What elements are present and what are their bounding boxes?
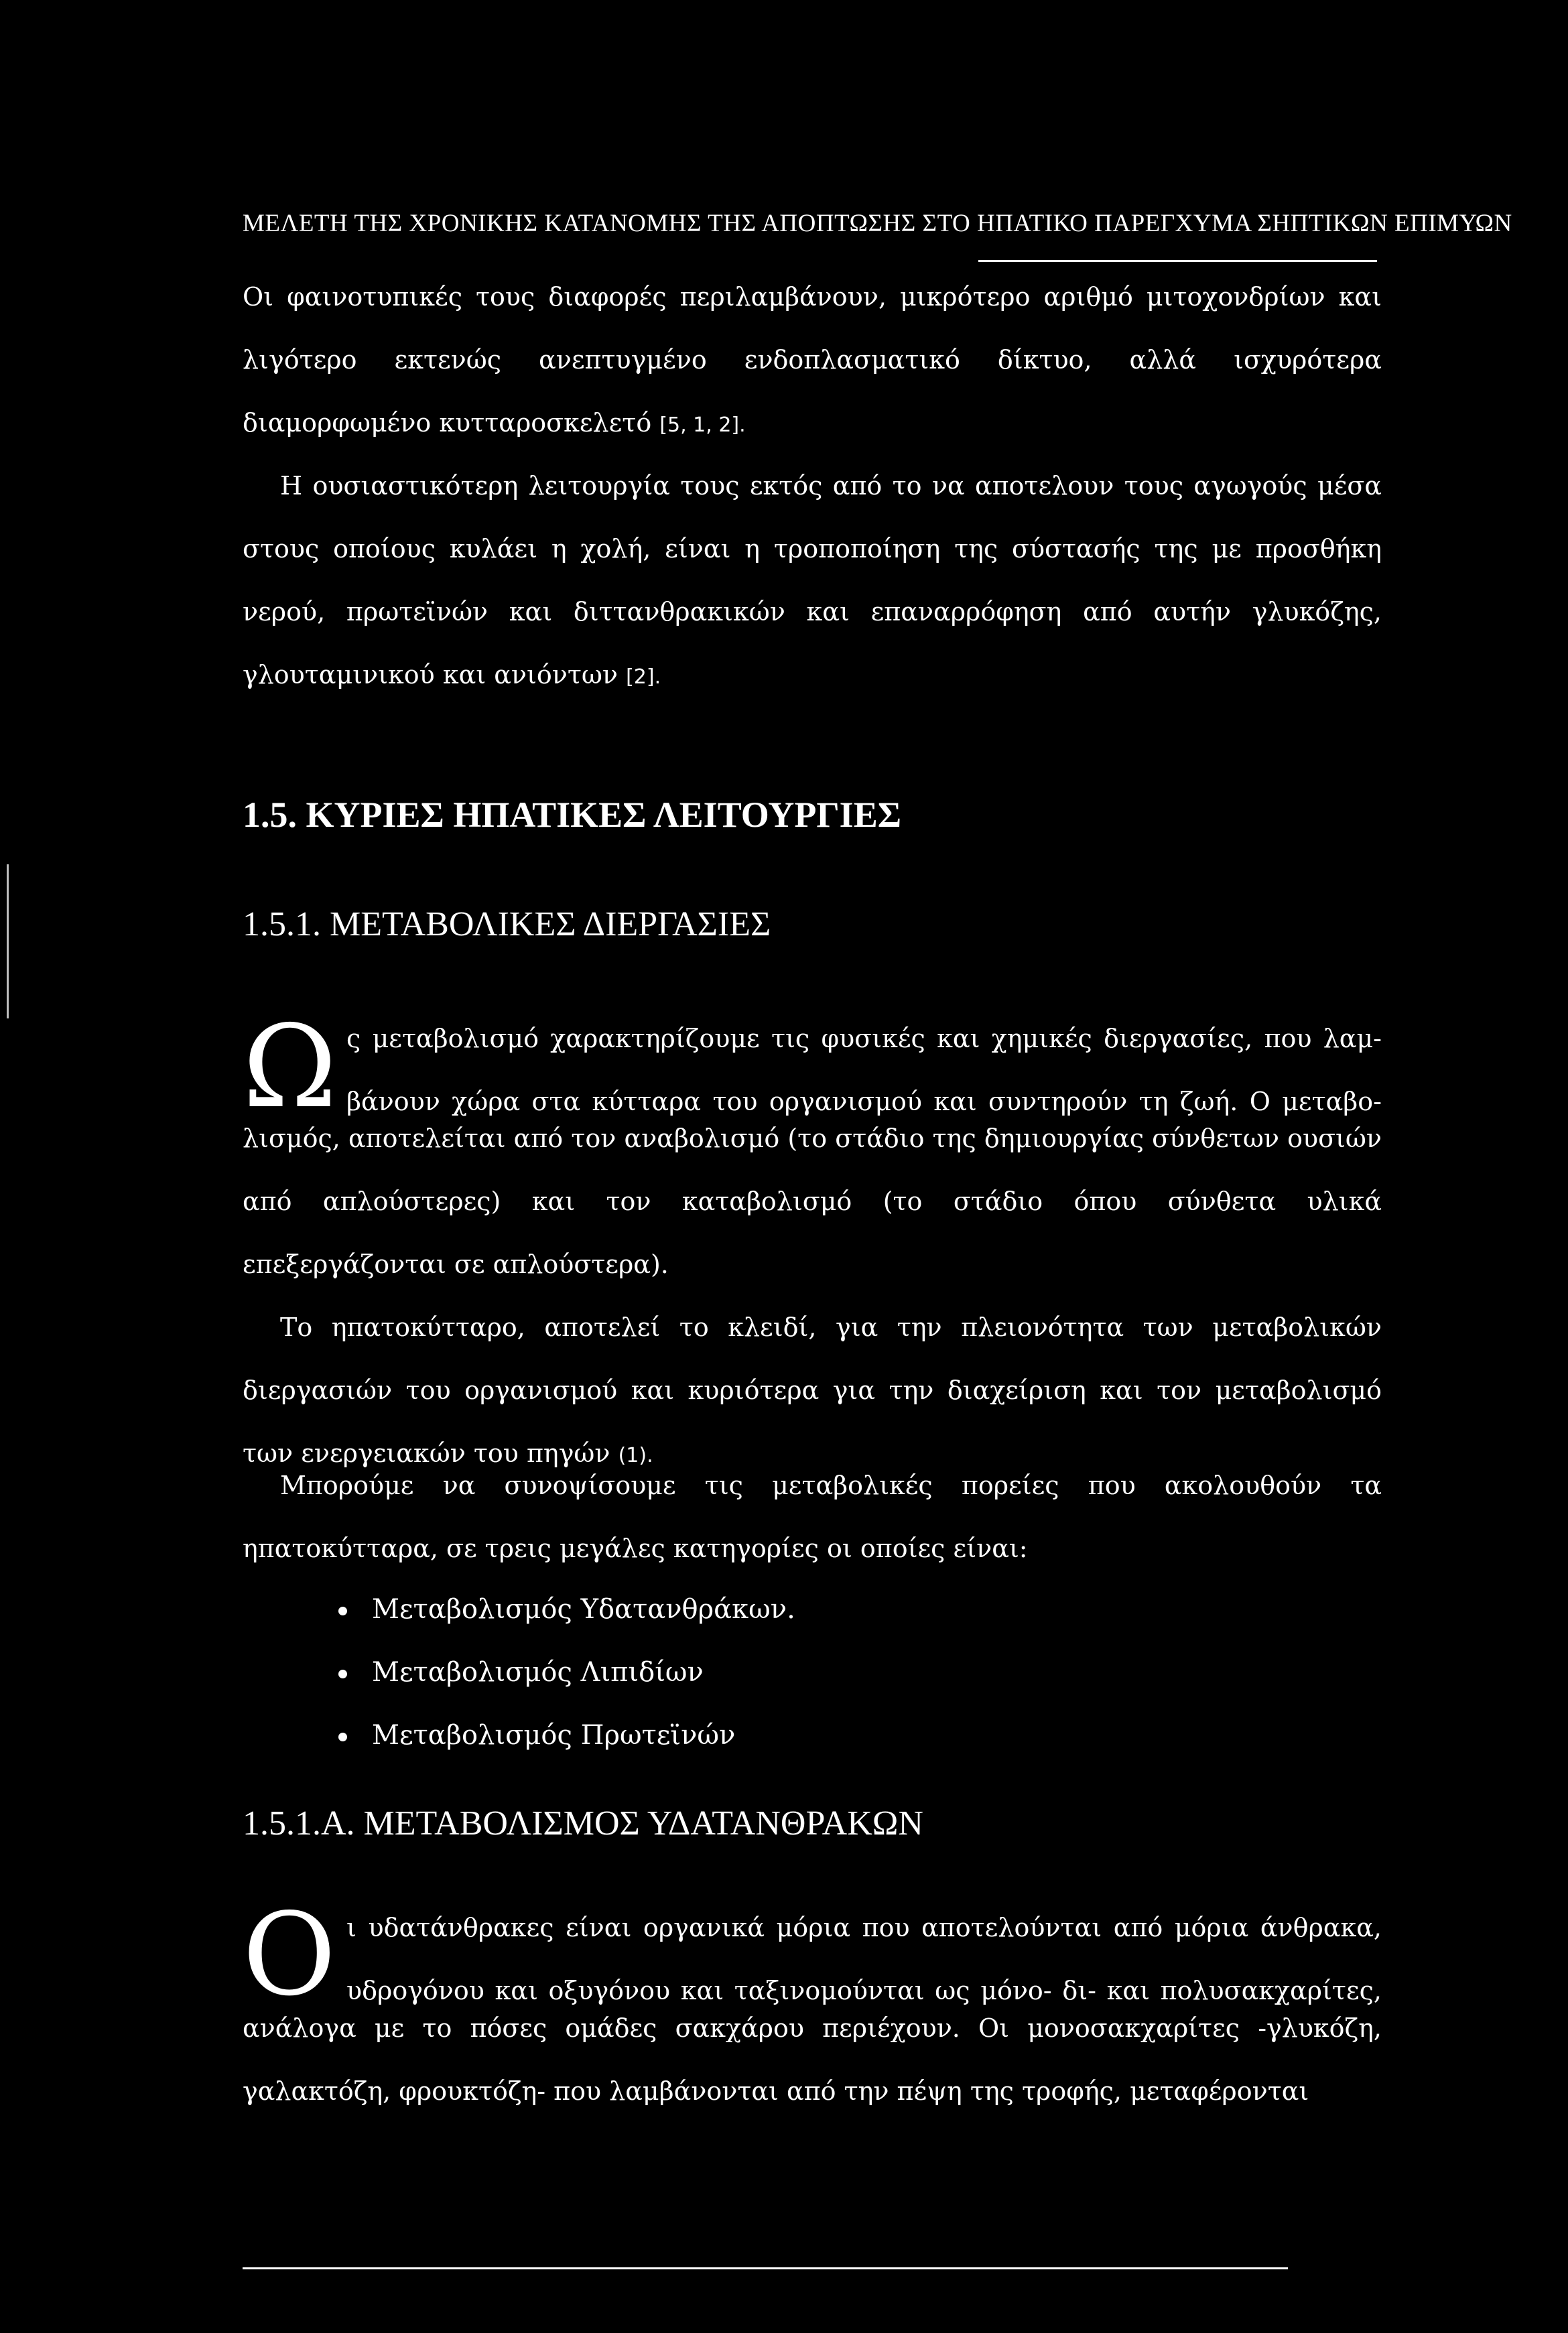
section-heading-1-5: 1.5. ΚΥΡΙΕΣ ΗΠΑΤΙΚΕΣ ΛΕΙΤΟΥΡΓΙΕΣ: [243, 795, 902, 835]
list-item: Μεταβολισμός Υδατανθράκων.: [338, 1578, 795, 1641]
drop-cap: Ω: [243, 1001, 337, 1134]
list-item: Μεταβολισμός Πρωτεϊνών: [338, 1704, 795, 1767]
footer-rule: [243, 2267, 1288, 2269]
paragraph-metabolic-categories: Μπορούμε να συνοψίσουμε τις μεταβολικές πορείες που ακολουθούν τα ηπατοκύτταρα, σε τρεις μεγάλες κατηγορίες οι οποίες είναι:: [243, 1471, 1382, 1563]
paragraph-metabolism-continued: λισμός, αποτελείται από τον αναβολισμό (το στάδιο της δημιουργίας σύνθετων ουσιών από απλούστερες) και τον καταβολισμό (το στάδιο όπου σύνθετα υλικά επεξεργάζονται σε απλούστερα).: [243, 1124, 1382, 1279]
paragraph-line: βάνουν χώρα στα κύτταρα του οργανισμού και συντηρούν τη ζωή. Ο μεταβο-: [346, 1087, 1382, 1116]
paragraph-line: ι υδατάνθρακες είναι οργανικά μόρια που αποτελούνται από μόρια άνθρακα,: [346, 1913, 1382, 1942]
section-heading-1-5-1: 1.5.1. ΜΕΤΑΒΟΛΙΚΕΣ ΔΙΕΡΓΑΣΙΕΣ: [243, 905, 771, 943]
metabolism-categories-list: [338, 1578, 795, 1767]
paragraph-text: Η ουσιαστικότερη λειτουργία τους εκτός από το να αποτελουν τους αγωγούς μέσα στους οποίους κυλάει η χολή, είναι η τροποποίηση της σύστασής της με προσθήκη νερού, πρωτεϊνών και διττανθρακικών και επαναρρόφηση από αυτήν γλυκόζης, γλουταμινικού και ανιόντων: [243, 471, 1382, 689]
paragraph-main-function: [243, 454, 1382, 709]
paragraph-phenotypic-differences: [243, 265, 1382, 457]
paragraph-text: Το ηπατοκύτταρο, αποτελεί το κλειδί, για την πλειονότητα των μεταβολικών διεργασιών του οργανισμού και κυριότερα για την διαχείριση και τον μεταβολισμό των ενεργειακών του πηγών: [243, 1313, 1382, 1468]
running-head: ΜΕΛΕΤΗ ΤΗΣ ΧΡΟΝΙΚΗΣ ΚΑΤΑΝΟΜΗΣ ΤΗΣ ΑΠΟΠΤΩΣΗΣ ΣΤΟ ΗΠΑΤΙΚΟ ΠΑΡΕΓΧΥΜΑ ΣΗΠΤΙΚΩΝ ΕΠΙΜΥΩΝ: [243, 210, 1512, 237]
paragraph-line: υδρογόνου και οξυγόνου και ταξινομούνται ως μόνο- δι- και πολυσακχαρίτες,: [346, 1976, 1382, 2005]
paragraph-text: Οι φαινοτυπικές τους διαφορές περιλαμβάνουν, μικρότερο αριθμό μιτοχονδρίων και λιγότερο εκτενώς ανεπτυγμένο ενδοπλασματικό δίκτυο, αλλά ισχυρότερα διαμορφωμένο κυτταροσκελετό: [243, 282, 1382, 438]
header-rule: [978, 260, 1377, 262]
section-heading-1-5-1-a: 1.5.1.Α. ΜΕΤΑΒΟΛΙΣΜΟΣ ΥΔΑΤΑΝΘΡΑΚΩΝ: [243, 1804, 923, 1843]
citation: [5, 1, 2].: [659, 413, 746, 437]
paragraph-line: ς μεταβολισμό χαρακτηρίζουμε τις φυσικές και χημικές διεργασίες, που λαμ-: [346, 1024, 1382, 1053]
citation: [2].: [626, 665, 661, 689]
drop-cap: Ο: [243, 1889, 336, 2021]
list-item: Μεταβολισμός Λιπιδίων: [338, 1641, 795, 1704]
margin-mark: [7, 864, 9, 1018]
paragraph-carbohydrates-continued: ανάλογα με το πόσες ομάδες σακχάρου περιέχουν. Οι μονοσακχαρίτες -γλυκόζη, γαλακτόζη, φρουκτόζη- που λαμβάνονται από την πέψη της τροφής, μεταφέρονται: [243, 2013, 1382, 2106]
citation: (1).: [618, 1444, 653, 1467]
